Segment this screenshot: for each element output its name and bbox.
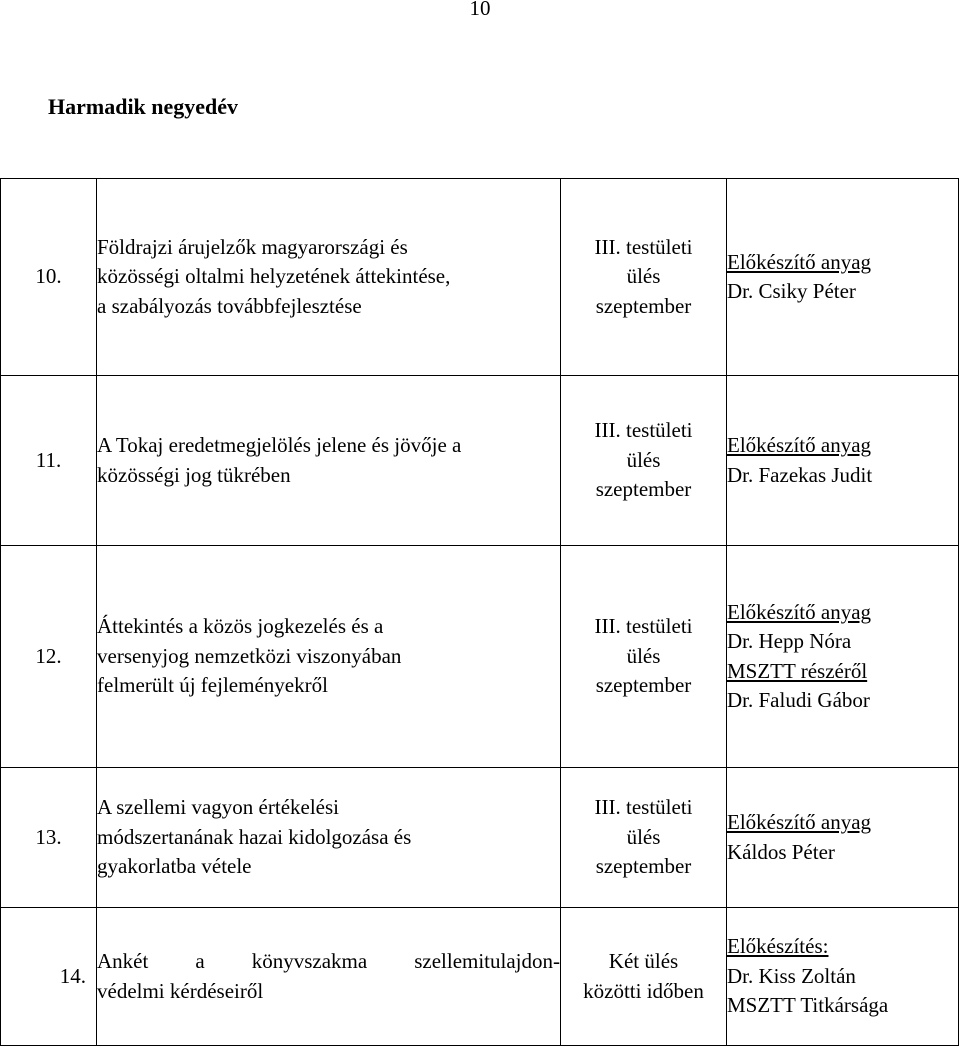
topic-line: felmerült új fejleményekről	[97, 673, 328, 698]
meeting-line: III. testületi	[594, 614, 693, 639]
table-row	[1, 376, 959, 546]
meeting-line: szeptember	[595, 673, 692, 698]
meeting-line: ülés	[626, 643, 661, 668]
meeting-line: III. testületi	[594, 795, 693, 820]
preparer-name: Dr. Csiky Péter	[727, 279, 856, 303]
topic-line: A Tokaj eredetmegjelölés jelene és jövője a	[97, 433, 462, 457]
preparer-cell	[727, 376, 959, 546]
topic-line: közösségi jog tükrében	[97, 462, 291, 487]
meeting-line: III. testületi	[594, 234, 693, 259]
row-number: 11.	[1, 376, 97, 546]
topic-line: versenyjog nemzetközi viszonyában	[97, 643, 402, 668]
prep-label-secondary: MSZTT részéről	[727, 658, 868, 683]
meeting-line: szeptember	[595, 293, 692, 318]
topic-cell	[97, 546, 561, 768]
row-number: 13.	[1, 768, 97, 908]
topic-cell	[97, 768, 561, 908]
meeting-line: ülés	[626, 264, 661, 289]
meeting-line: közötti időben	[583, 978, 704, 1003]
row-number: 14.	[1, 908, 97, 1046]
topic-line: Földrajzi árujelzők magyarországi és	[97, 234, 408, 259]
topic-line: Áttekintés a közös jogkezelés és a	[97, 614, 384, 639]
prep-label: Előkészítő anyag	[727, 810, 872, 834]
meeting-line: Két ülés	[608, 949, 679, 973]
preparer-name: Dr. Fazekas Judit	[727, 462, 873, 487]
topic-cell	[97, 376, 561, 546]
meeting-cell	[561, 546, 727, 768]
preparer-name: Káldos Péter	[727, 839, 835, 864]
prep-label: Előkészítő anyag	[727, 433, 872, 457]
preparer-name: Dr. Faludi Gábor	[727, 688, 870, 712]
topic-cell	[97, 908, 561, 1046]
table-row	[1, 179, 959, 376]
prep-label: Előkészítő anyag	[727, 249, 872, 274]
meeting-cell	[561, 376, 727, 546]
meeting-line: szeptember	[595, 477, 692, 502]
preparer-cell	[727, 546, 959, 768]
prep-label: Előkészítés:	[727, 934, 829, 959]
meeting-line: III. testületi	[594, 418, 693, 443]
table-row	[1, 546, 959, 768]
table-row	[1, 768, 959, 908]
topic-line: A szellemi vagyon értékelési	[97, 795, 340, 820]
preparer-name: MSZTT Titkársága	[727, 993, 889, 1018]
meeting-cell	[561, 908, 727, 1046]
meeting-cell	[561, 179, 727, 376]
preparer-cell	[727, 179, 959, 376]
meeting-line: ülés	[626, 824, 661, 849]
schedule-table	[0, 178, 959, 1046]
topic-line: közösségi oltalmi helyzetének áttekintése,	[97, 264, 451, 289]
preparer-name: Dr. Hepp Nóra	[727, 629, 852, 653]
meeting-line: szeptember	[595, 854, 692, 879]
topic-line: Ankét a könyvszakma szellemitulajdon-	[97, 949, 560, 973]
topic-line: védelmi kérdéseiről	[97, 978, 264, 1003]
meeting-line: ülés	[626, 447, 661, 472]
prep-label: Előkészítő anyag	[727, 599, 872, 624]
preparer-cell	[727, 908, 959, 1046]
row-number: 10.	[1, 179, 97, 376]
preparer-name: Dr. Kiss Zoltán	[727, 963, 856, 988]
meeting-cell	[561, 768, 727, 908]
topic-line: módszertanának hazai kidolgozása és	[97, 824, 412, 849]
topic-line: gyakorlatba vétele	[97, 854, 252, 879]
topic-cell	[97, 179, 561, 376]
row-number: 12.	[1, 546, 97, 768]
preparer-cell	[727, 768, 959, 908]
table-row	[1, 908, 959, 1046]
section-title: Harmadik negyedév	[48, 94, 239, 119]
topic-line: a szabályozás továbbfejlesztése	[97, 293, 362, 318]
page-number: 10	[469, 0, 491, 20]
